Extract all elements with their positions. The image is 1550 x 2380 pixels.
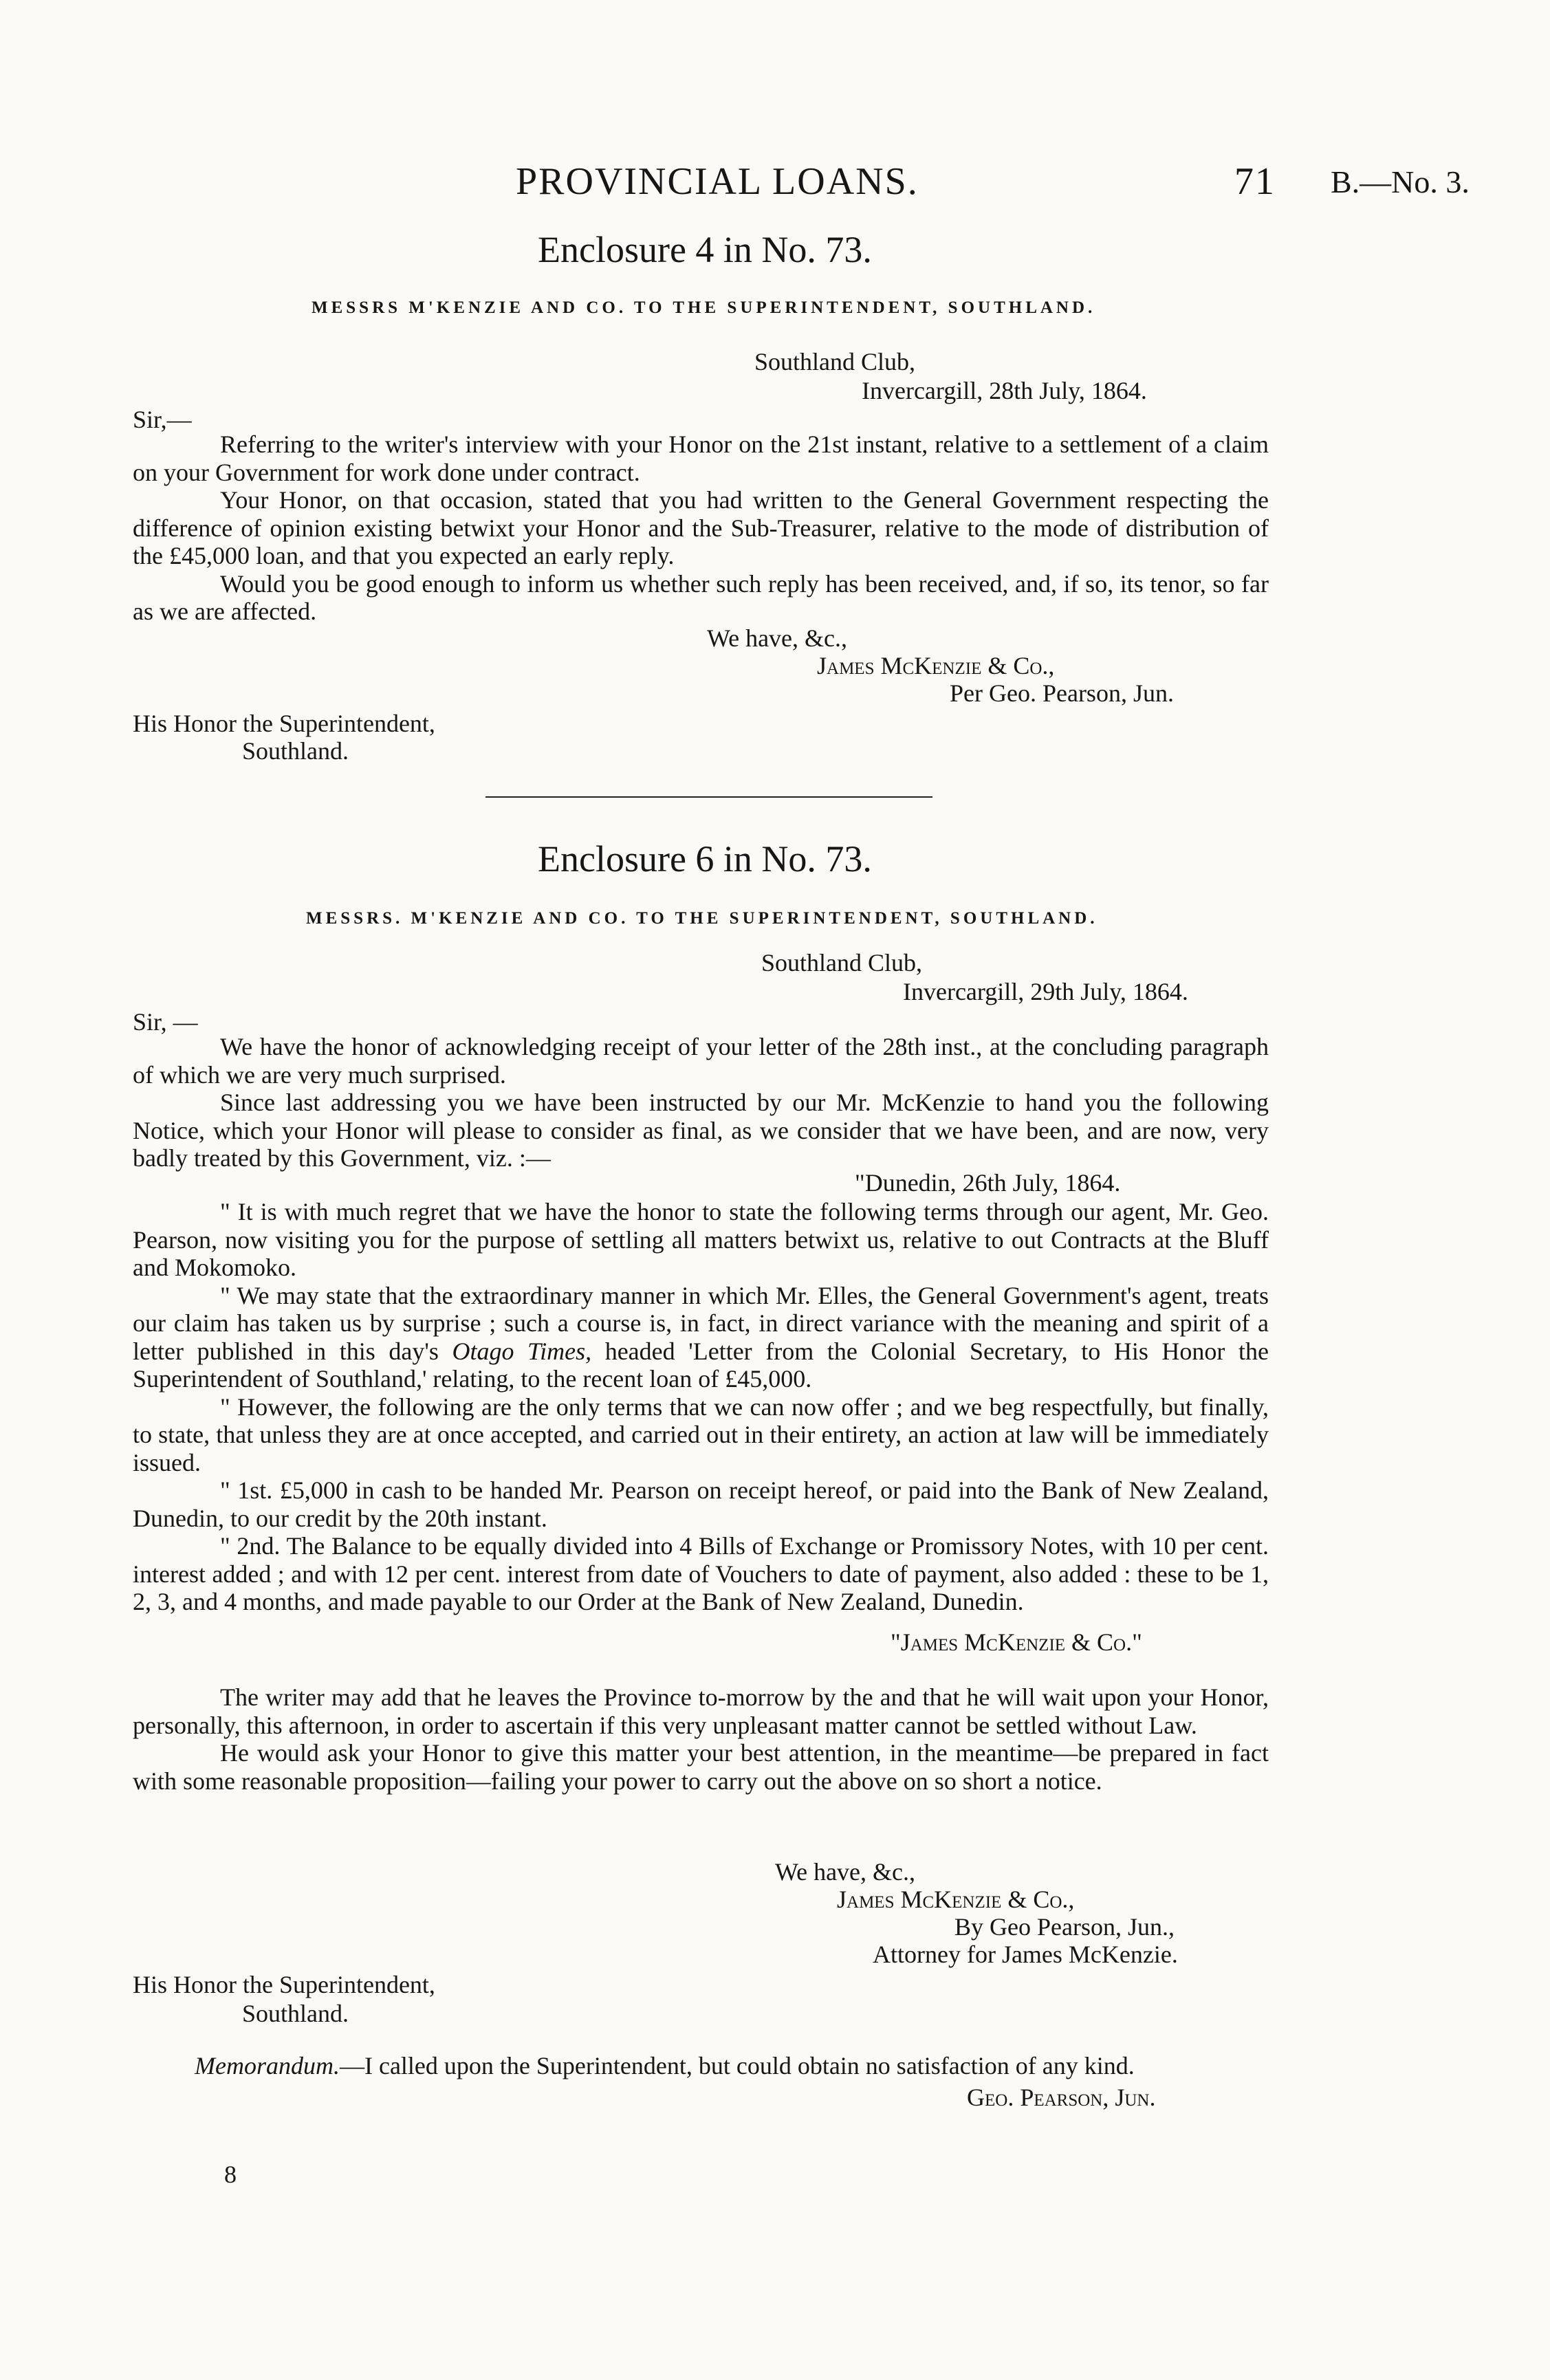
page-number: 71 xyxy=(1234,160,1276,203)
enclosure-6-title: Enclosure 6 in No. 73. xyxy=(538,838,872,880)
enclosure-4-salutation: Sir,— xyxy=(133,406,192,433)
notice-body xyxy=(133,1198,1269,1616)
notice-paragraph: " It is with much regret that we have the honor to state the following terms through our agent, Mr. Geo. Pearson, now visiting you for the purpose of settling all matters betwixt us, relative to out Contracts at the Bluff and Mokomoko. xyxy=(133,1198,1269,1281)
enclosure-4-paragraph: Your Honor, on that occasion, stated that you had written to the General Government respecting the difference of opinion existing betwixt your Honor and the Sub-Treasurer, relative to the mode of distribution of the £45,000 loan, and that you expected an early reply. xyxy=(133,486,1269,569)
signature-mark: 8 xyxy=(224,2161,237,2188)
enclosure-4-closing: We have, &c., xyxy=(707,624,848,652)
enclosure-6-address-line-1: Southland Club, xyxy=(761,949,923,976)
series-reference: B.—No. 3. xyxy=(1331,164,1470,199)
enclosure-6-paragraph: He would ask your Honor to give this matter your best attention, in the meantime—be prepared in fact with some reasonable proposition—failing your power to carry out the above on so short a notice. xyxy=(133,1739,1269,1795)
enclosure-6-addressee-line-1: His Honor the Superintendent, xyxy=(133,1971,435,1998)
notice-dateline: "Dunedin, 26th July, 1864. xyxy=(855,1169,1121,1197)
enclosure-4-subheading: MESSRS M'KENZIE AND CO. TO THE SUPERINTENDENT, SOUTHLAND. xyxy=(312,298,1096,317)
enclosure-4-address-line-2: Invercargill, 28th July, 1864. xyxy=(862,377,1147,404)
section-divider xyxy=(485,796,932,798)
enclosure-6-addressee-line-2: Southland. xyxy=(242,2000,349,2027)
enclosure-4-addressee-line-2: Southland. xyxy=(242,737,349,765)
enclosure-6-body-b xyxy=(133,1683,1269,1795)
memorandum xyxy=(195,2052,1135,2079)
notice-paragraph-part: " We may state that the extraordinary manner in which Mr. Elles, the General Government's agent, treats our claim has taken us by surprise ; such a course is, in fact, in direct variance with the meaning and spirit of a letter published in this day's xyxy=(133,1281,1269,1365)
memorandum-text: —I called upon the Superintendent, but could obtain no satisfaction of any kind. xyxy=(339,2052,1135,2079)
enclosure-4-signature-per: Per Geo. Pearson, Jun. xyxy=(950,679,1174,707)
notice-paragraph-part: headed 'Letter from the Colonial Secretary, to His Honor the Superintendent of Southland,' relating, to the recent loan of £45,000. xyxy=(133,1337,1269,1393)
notice-paragraph: " However, the following are the only terms that we can now offer ; and we beg respectfully, but finally, to state, that unless they are at once accepted, and carried out in their entirety, an action at law will be immediately issued. xyxy=(133,1393,1269,1476)
enclosure-4-addressee-line-1: His Honor the Superintendent, xyxy=(133,710,435,737)
memorandum-label: Memorandum. xyxy=(195,2052,340,2079)
enclosure-4-title: Enclosure 4 in No. 73. xyxy=(538,229,872,270)
enclosure-6-paragraph: We have the honor of acknowledging receipt of your letter of the 28th inst., at the concluding paragraph of which we are very much surprised. xyxy=(133,1033,1269,1089)
enclosure-4-paragraph: Referring to the writer's interview with your Honor on the 21st instant, relative to a settlement of a claim on your Government for work done under contract. xyxy=(133,430,1269,486)
memorandum-signature: Geo. Pearson, Jun. xyxy=(967,2084,1156,2111)
running-title: PROVINCIAL LOANS. xyxy=(516,160,919,203)
enclosure-4-signature: James McKenzie & Co., xyxy=(817,652,1055,679)
newspaper-title: Otago Times, xyxy=(452,1337,592,1365)
enclosure-6-signature-by: By Geo Pearson, Jun., xyxy=(954,1913,1175,1941)
enclosure-4-body xyxy=(133,430,1269,626)
enclosure-6-signature: James McKenzie & Co., xyxy=(837,1886,1075,1913)
enclosure-6-subheading: MESSRS. M'KENZIE AND CO. TO THE SUPERINTENDENT, SOUTHLAND. xyxy=(306,909,1098,928)
enclosure-6-address-line-2: Invercargill, 29th July, 1864. xyxy=(903,978,1188,1005)
notice-term: " 2nd. The Balance to be equally divided into 4 Bills of Exchange or Promissory Notes, with 10 per cent. interest added ; and with 12 per cent. interest from date of Vouchers to date of payment, also added : these to be 1, 2, 3, and 4 months, and made payable to our Order at the Bank of New Zealand, Dunedin. xyxy=(133,1532,1269,1615)
enclosure-4-paragraph: Would you be good enough to inform us whether such reply has been received, and, if so, its tenor, so far as we are affected. xyxy=(133,569,1269,625)
enclosure-6-body-a xyxy=(133,1033,1269,1172)
enclosure-6-closing: We have, &c., xyxy=(775,1858,916,1886)
enclosure-6-signature-attorney: Attorney for James McKenzie. xyxy=(873,1941,1178,1968)
notice-paragraph xyxy=(133,1282,1269,1393)
notice-signature: "James McKenzie & Co." xyxy=(891,1628,1142,1656)
notice-term: " 1st. £5,000 in cash to be handed Mr. Pearson on receipt hereof, or paid into the Bank of New Zealand, Dunedin, to our credit by the 20th instant. xyxy=(133,1476,1269,1532)
enclosure-4-address-line-1: Southland Club, xyxy=(754,348,916,375)
enclosure-6-salutation: Sir, — xyxy=(133,1008,198,1036)
enclosure-6-paragraph: The writer may add that he leaves the Province to-morrow by the and that he will wait upon your Honor, personally, this afternoon, in order to ascertain if this very unpleasant matter cannot be settled without Law. xyxy=(133,1683,1269,1739)
enclosure-6-paragraph: Since last addressing you we have been instructed by our Mr. McKenzie to hand you the following Notice, which your Honor will please to consider as final, as we consider that we have been, and are now, very badly treated by this Government, viz. :— xyxy=(133,1089,1269,1172)
